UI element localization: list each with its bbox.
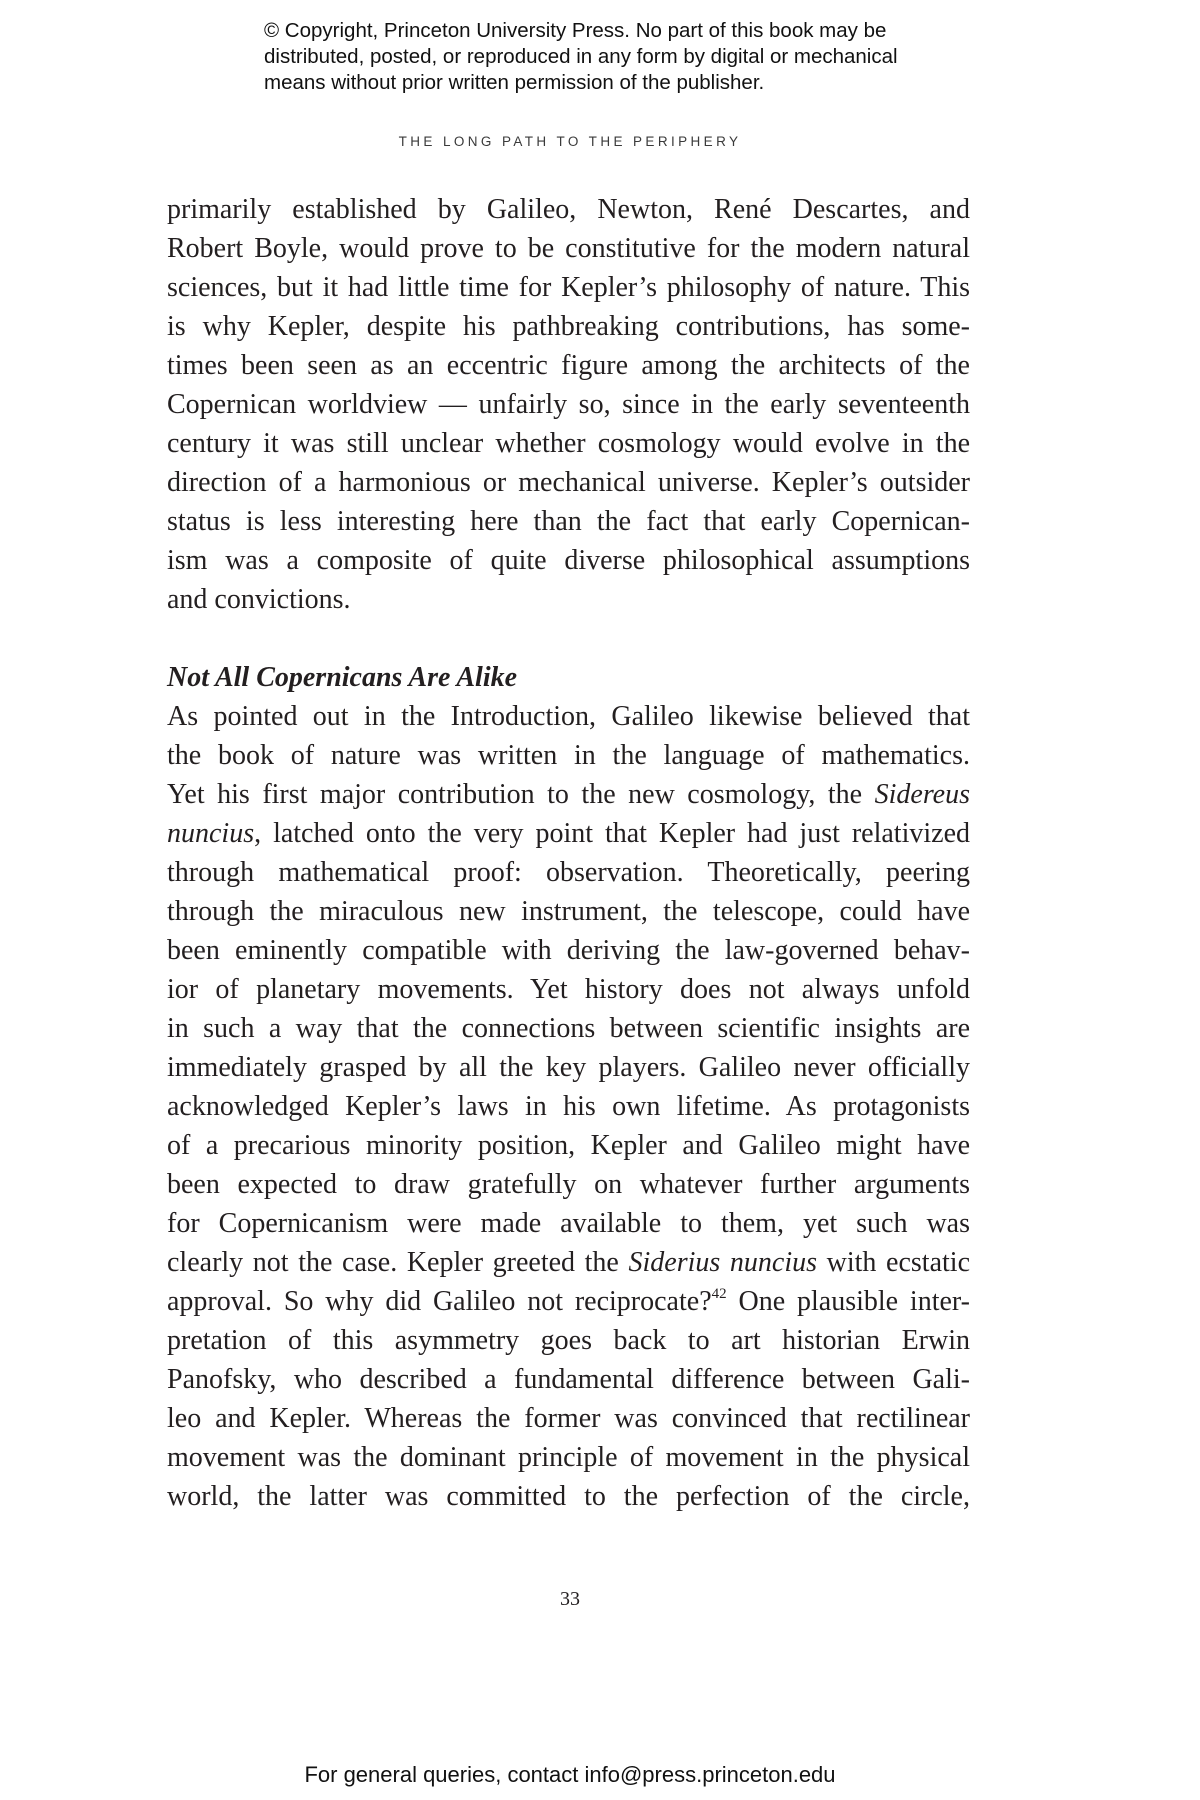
footnote-reference: 42: [711, 1286, 727, 1302]
text-line: been expected to draw gratefully on whatever further arguments: [167, 1169, 970, 1200]
text-line: through the miraculous new instrument, the telescope, could have: [167, 896, 970, 927]
copyright-line: distributed, posted, or reproduced in any form by digital or mechanical: [264, 45, 898, 68]
text-line: sciences, but it had little time for Kepler’s philosophy of nature. This: [167, 272, 970, 303]
text-line: primarily established by Galileo, Newton, René Descartes, and: [167, 194, 970, 225]
text-line: acknowledged Kepler’s laws in his own lifetime. As protagonists: [167, 1091, 970, 1122]
text-line: immediately grasped by all the key players. Galileo never officially: [167, 1052, 970, 1083]
page-number: 33: [560, 1588, 580, 1610]
copyright-line: means without prior written permission of the publisher.: [264, 71, 765, 94]
text-line: leo and Kepler. Whereas the former was convinced that rectilinear: [167, 1403, 970, 1434]
text-line: [167, 814, 970, 853]
text-line: Copernican worldview — unfairly so, since in the early seventeenth: [167, 389, 970, 420]
body-text: [167, 190, 970, 1516]
text-run: clearly not the case. Kepler greeted the: [167, 1247, 629, 1278]
text-line: ism was a composite of quite diverse philosophical assumptions: [167, 545, 970, 576]
section-heading: Not All Copernicans Are Alike: [167, 662, 518, 693]
text-line: [167, 1282, 970, 1321]
text-line: ior of planetary movements. Yet history does not always unfold: [167, 974, 970, 1005]
copyright-line: © Copyright, Princeton University Press. No part of this book may be: [264, 19, 887, 42]
running-head: THE LONG PATH TO THE PERIPHERY: [398, 134, 742, 149]
italic-title: Siderius nuncius: [628, 1247, 818, 1278]
text-line: pretation of this asymmetry goes back to art historian Erwin: [167, 1325, 970, 1356]
paragraph: [167, 697, 970, 1516]
text-line: Panofsky, who described a fundamental difference between Gali-: [167, 1364, 970, 1395]
text-run: Yet his first major contribution to the new cosmology, the: [167, 779, 875, 810]
text-line: world, the latter was committed to the perfection of the circle,: [167, 1481, 970, 1512]
text-line: century it was still unclear whether cosmology would evolve in the: [167, 428, 970, 459]
text-line: As pointed out in the Introduction, Galileo likewise believed that: [167, 701, 970, 732]
text-line: through mathematical proof: observation. Theoretically, peering: [167, 857, 970, 888]
italic-title: nuncius: [167, 818, 255, 849]
text-line: the book of nature was written in the language of mathematics.: [167, 740, 970, 771]
text-run: approval. So why did Galileo not reciprocate?: [167, 1286, 712, 1317]
text-line: and convictions.: [167, 584, 351, 615]
text-line: been eminently compatible with deriving the law-governed behav-: [167, 935, 970, 966]
text-line: times been seen as an eccentric figure among the architects of the: [167, 350, 970, 381]
footer-contact: For general queries, contact info@press.princeton.edu: [304, 1762, 836, 1787]
text-run: One plausible inter-: [726, 1286, 971, 1317]
text-line: [167, 775, 970, 814]
text-line: direction of a harmonious or mechanical universe. Kepler’s outsider: [167, 467, 970, 498]
paragraph: [167, 190, 970, 619]
text-line: [167, 1243, 970, 1282]
text-line: Robert Boyle, would prove to be constitutive for the modern natural: [167, 233, 970, 264]
text-line: movement was the dominant principle of movement in the physical: [167, 1442, 970, 1473]
copyright-notice: [264, 18, 984, 96]
italic-title: Sidereus: [874, 779, 970, 810]
text-line: status is less interesting here than the fact that early Copernican-: [167, 506, 970, 537]
text-line: for Copernicanism were made available to them, yet such was: [167, 1208, 970, 1239]
text-run: , latched onto the very point that Kepler had just relativized: [254, 818, 970, 849]
text-line: of a precarious minority position, Kepler and Galileo might have: [167, 1130, 970, 1161]
text-line: in such a way that the connections between scientific insights are: [167, 1013, 970, 1044]
text-line: is why Kepler, despite his pathbreaking contributions, has some-: [167, 311, 970, 342]
text-run: with ecstatic: [817, 1247, 970, 1278]
